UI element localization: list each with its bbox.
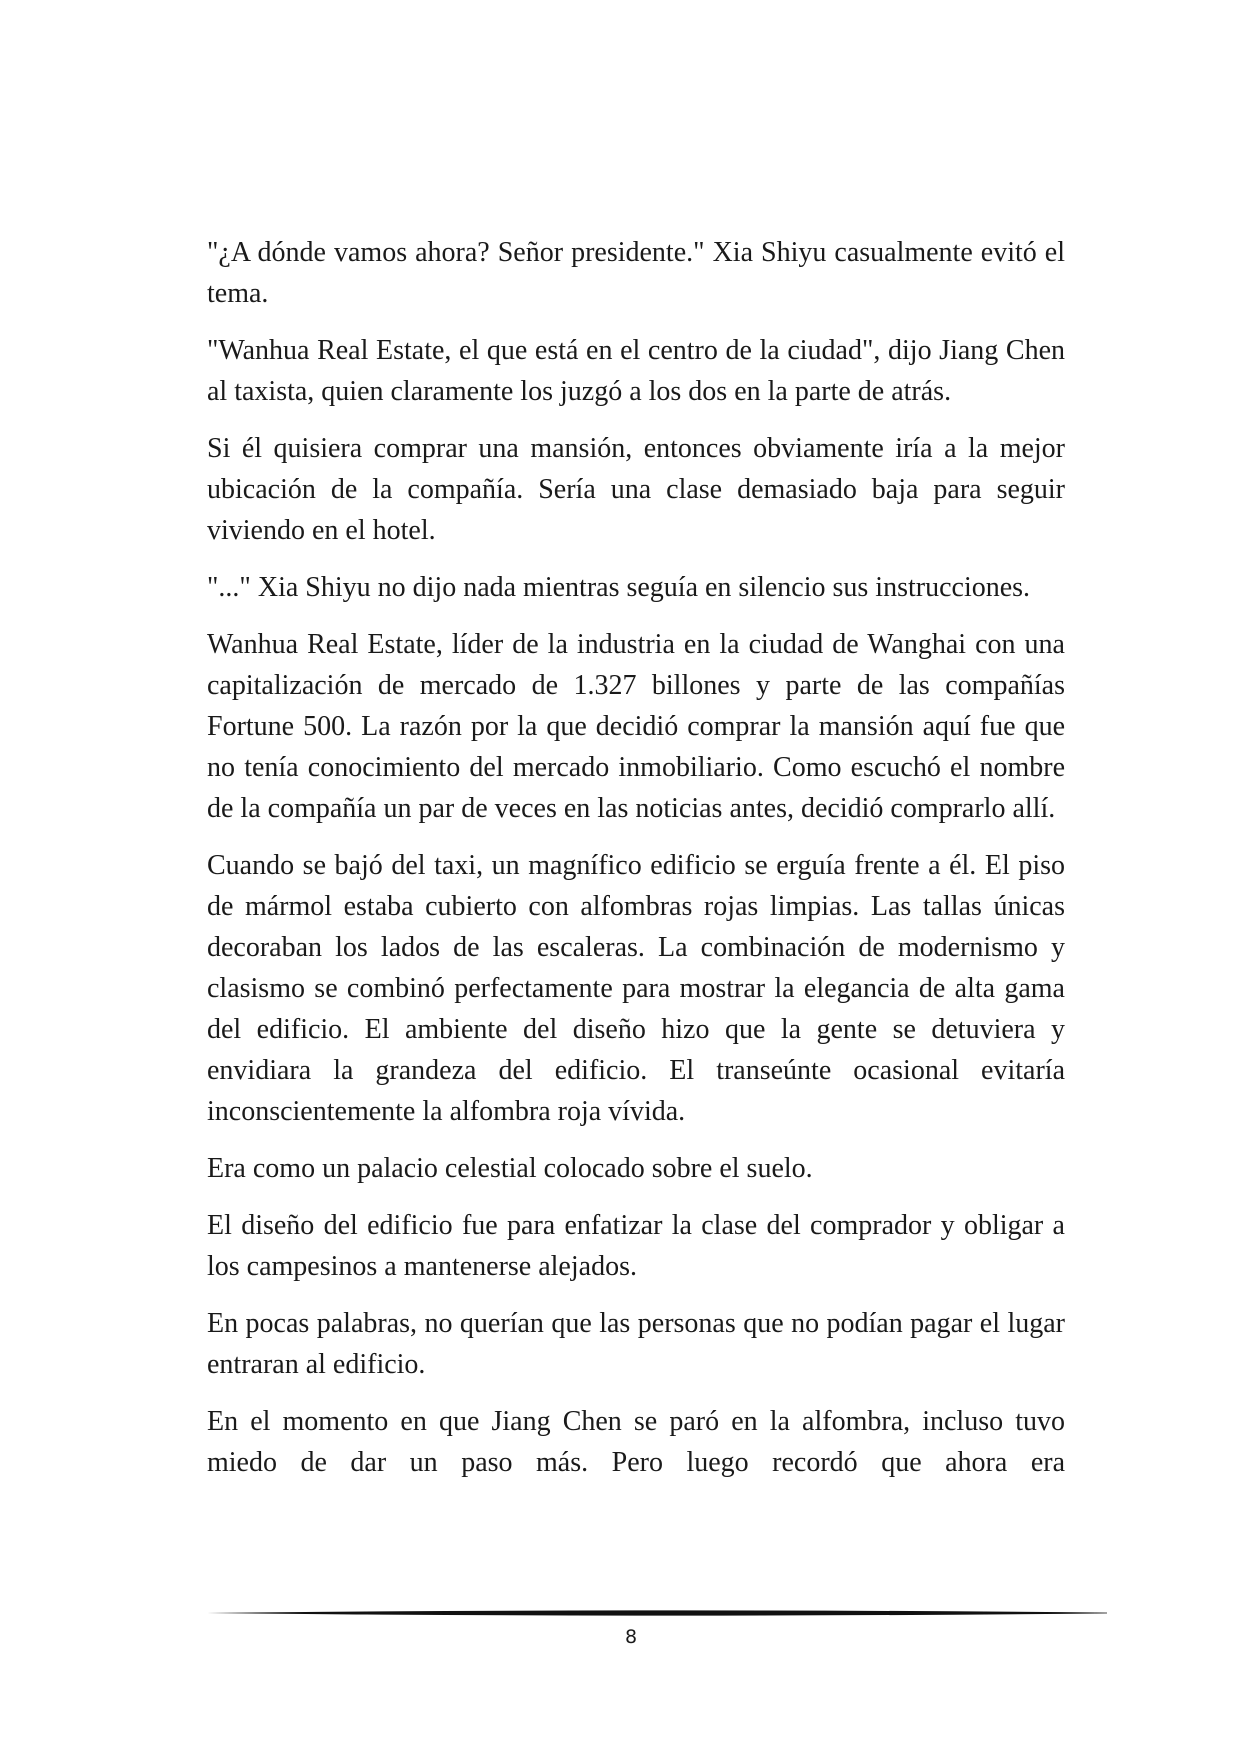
- paragraph-9: En pocas palabras, no querían que las personas que no podían pagar el lugar entraran al edificio.: [207, 1308, 1065, 1380]
- page-number: 8: [624, 1626, 638, 1648]
- paragraph-3: Si él quisiera comprar una mansión, entonces obviamente iría a la mejor ubicación de la compañía. Sería una clase demasiado baja para seguir viviendo en el hotel.: [207, 433, 1065, 546]
- paragraph-1: "¿A dónde vamos ahora? Señor presidente." Xia Shiyu casualmente evitó el tema.: [207, 237, 1065, 309]
- paragraph-2: "Wanhua Real Estate, el que está en el centro de la ciudad", dijo Jiang Chen al taxista, quien claramente los juzgó a los dos en la parte de atrás.: [207, 335, 1065, 407]
- paragraph-4: "..." Xia Shiyu no dijo nada mientras seguía en silencio sus instrucciones.: [207, 572, 1031, 603]
- paragraph-7: Era como un palacio celestial colocado sobre el suelo.: [207, 1153, 813, 1184]
- paragraph-5: Wanhua Real Estate, líder de la industria en la ciudad de Wanghai con una capitalización de mercado de 1.327 billones y parte de las compañías Fortune 500. La razón por la que decidió comprar la mansión aquí fue que no tenía conocimiento del mercado inmobiliario. Como escuchó el nombre de la compañía un par de veces en las noticias antes, decidió comprarlo allí.: [207, 629, 1065, 824]
- paragraph-8: El diseño del edificio fue para enfatizar la clase del comprador y obligar a los campesinos a mantenerse alejados.: [207, 1210, 1065, 1282]
- body-text: [207, 232, 1065, 1499]
- footer-divider: [207, 1608, 1107, 1618]
- paragraph-6: Cuando se bajó del taxi, un magnífico edificio se erguía frente a él. El piso de mármol estaba cubierto con alfombras rojas limpias. Las tallas únicas decoraban los lados de las escaleras. La combinación de modernismo y clasismo se combinó perfectamente para mostrar la elegancia de alta gama del edificio. El ambiente del diseño hizo que la gente se detuviera y envidiara la grandeza del edificio. El transeúnte ocasional evitaría inconscientemente la alfombra roja vívida.: [207, 850, 1065, 1127]
- paragraph-10: En el momento en que Jiang Chen se paró en la alfombra, incluso tuvo miedo de dar un paso más. Pero luego recordó que ahora era: [207, 1406, 1065, 1478]
